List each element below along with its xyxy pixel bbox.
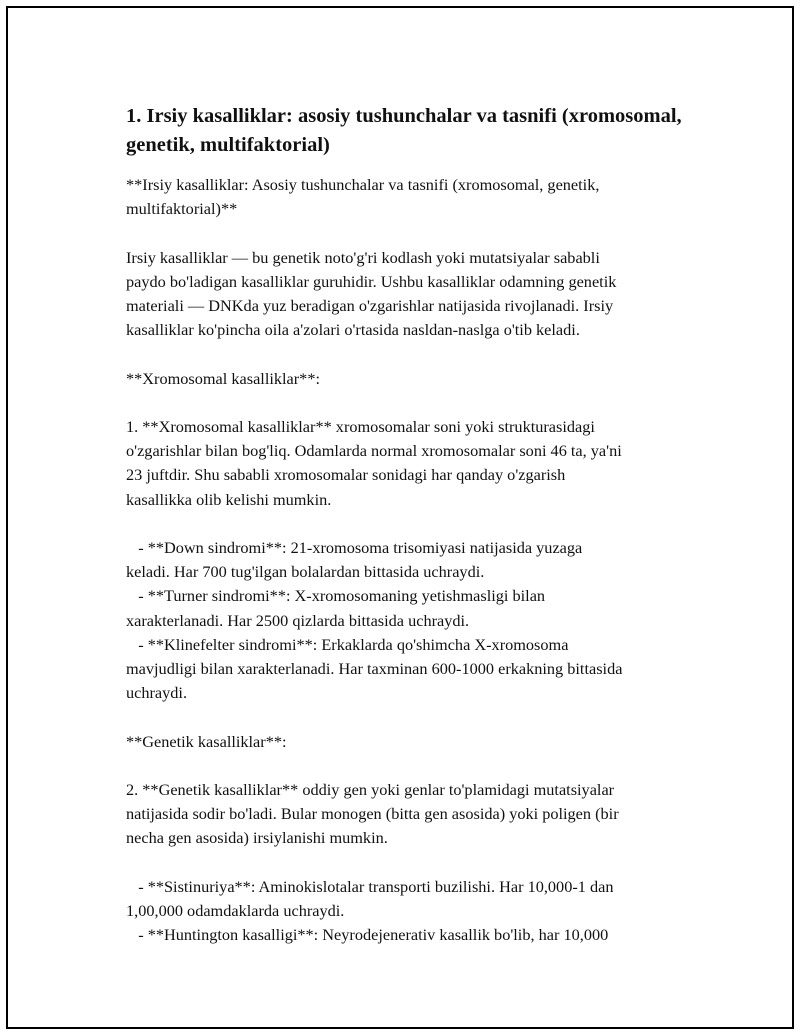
blank-line <box>126 754 696 778</box>
blank-line <box>126 851 696 875</box>
blank-line <box>126 391 696 415</box>
intro-paragraph: Irsiy kasalliklar — bu genetik noto'g'ri kodlash yoki mutatsiyalar sababli paydo bo'ladigan kasalliklar guruhidir. Ushbu kasalliklar odamning genetik materiali — DNKda yuz beradigan o'zgarishlar natijasida rivojlanadi. Irsiy kasalliklar ko'pincha oila a'zolari o'rtasida nasldan-naslga o'tib keladi. <box>126 247 617 340</box>
section-heading-genetic: **Genetik kasalliklar**: <box>126 731 287 751</box>
chromosomal-list: - **Down sindromi**: 21-xromosoma trisomiyasi natijasida yuzaga keladi. Har 700 tug'ilgan bolalardan bittasida uchraydi. - **Turner sindromi**: X-xromosomaning yetishmasligi bilan xarakterlanadi. Har 2500 qizlarda bittasida uchraydi. - **Klinefelter sindromi**: Erkaklarda qo'shimcha X-xromosoma mavjudligi bilan xarakterlanadi. Har taxminan 600-1000 erkakning bittasida uchraydi. <box>126 538 623 703</box>
blank-line <box>126 705 696 729</box>
section-heading-chromosomal: **Xromosomal kasalliklar**: <box>126 368 320 388</box>
document-body <box>126 102 696 948</box>
blank-line <box>126 512 696 536</box>
subtitle-paragraph: **Irsiy kasalliklar: Asosiy tushunchalar va tasnifi (xromosomal, genetik, multifaktorial)** <box>126 175 600 219</box>
page-frame <box>6 6 794 1029</box>
genetic-paragraph: 2. **Genetik kasalliklar** oddiy gen yoki genlar to'plamidagi mutatsiyalar natijasida sodir bo'ladi. Bular monogen (bitta gen asosida) yoki poligen (bir necha gen asosida) irsiylanishi mumkin. <box>126 780 619 848</box>
document-title: 1. Irsiy kasalliklar: asosiy tushunchalar va tasnifi (xromosomal, genetik, multifaktorial) <box>126 105 682 156</box>
genetic-list: - **Sistinuriya**: Aminokislotalar transporti buzilishi. Har 10,000-1 dan 1,00,000 odamdaklarda uchraydi. - **Huntington kasalligi**: Neyrodejenerativ kasallik bo'lib, har 10,000 <box>126 876 614 945</box>
chromosomal-paragraph: 1. **Xromosomal kasalliklar** xromosomalar soni yoki strukturasidagi o'zgarishlar bilan bog'liq. Odamlarda normal xromosomalar soni 46 ta, ya'ni 23 juftdir. Shu sababli xromosomalar sonidagi har qanday o'zgarish kasallikka olib kelishi mumkin. <box>126 417 622 509</box>
blank-line <box>126 221 696 245</box>
blank-line <box>126 342 696 366</box>
